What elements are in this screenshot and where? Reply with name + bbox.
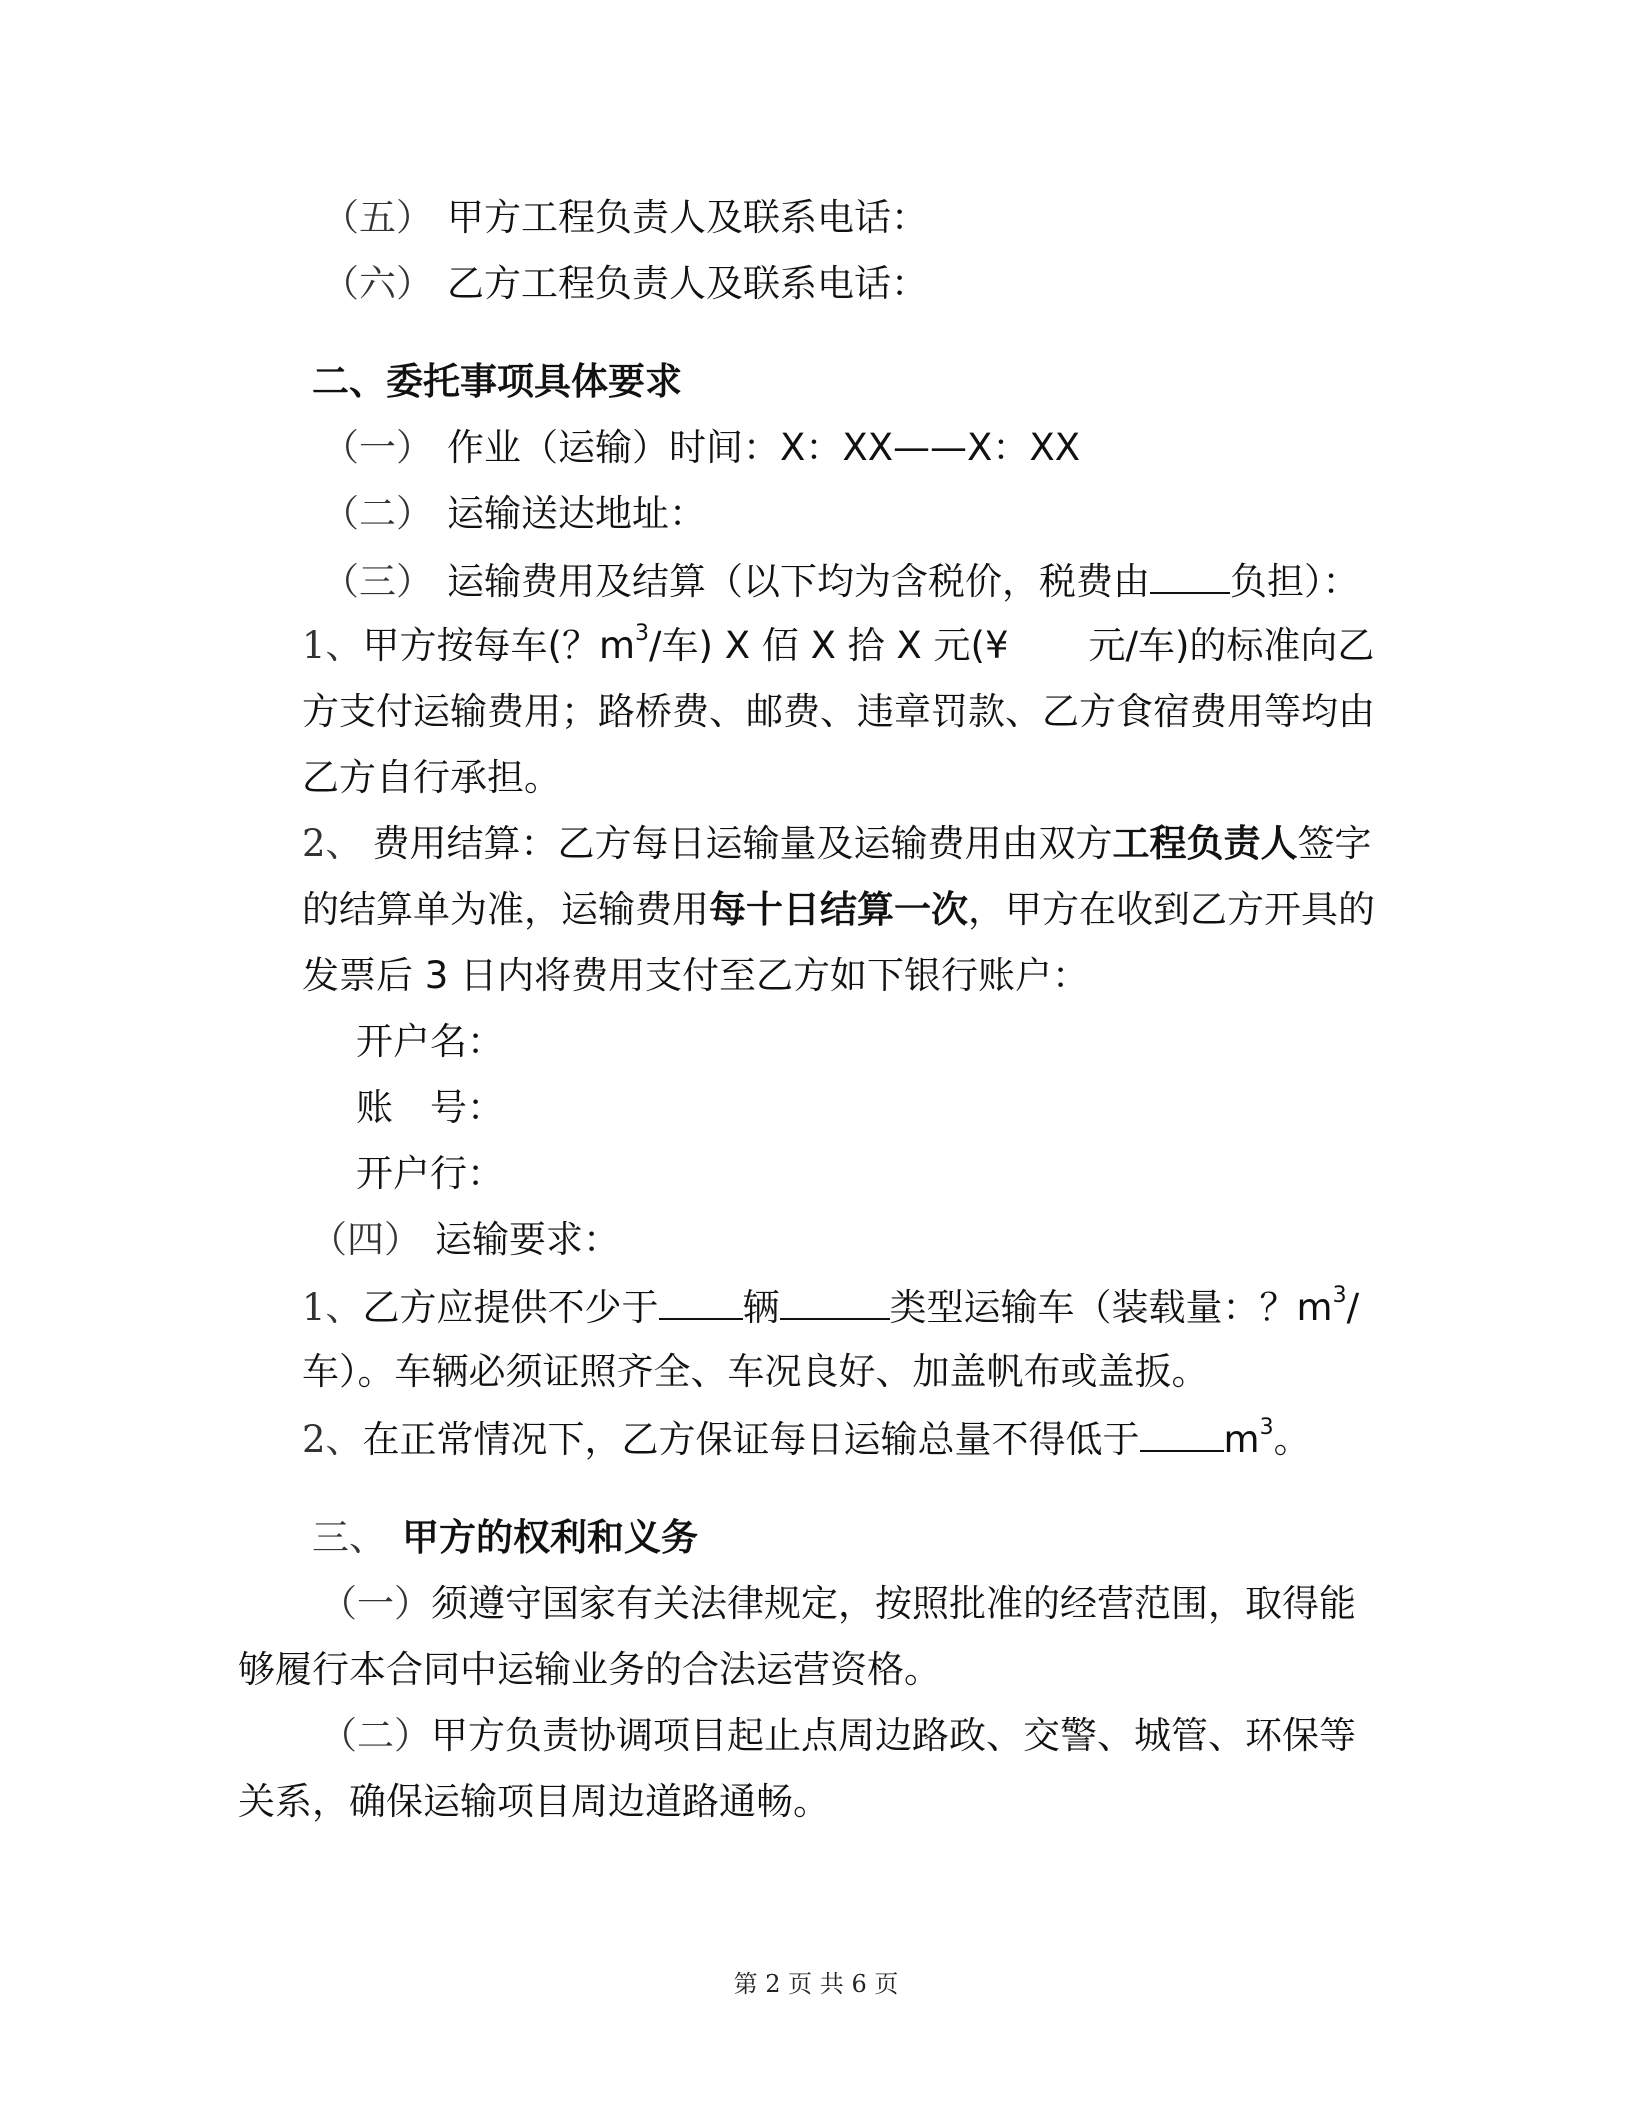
paragraph-2-line-1 [302,820,1372,868]
paragraph-2-tail: 签字 [1297,822,1372,865]
paragraph-1-text: 甲方按每车(？m [362,624,636,667]
vehicle-line-2: 车）。车辆必须证照齐全、车况良好、加盖帆布或盖扳。 [302,1350,1209,1393]
paragraph-1-line-1 [302,622,1374,670]
section-6-number: （六） [322,262,433,305]
vehicle-line-1 [302,1282,1359,1332]
superscript-3: 3 [1259,1415,1274,1440]
requirement-3 [322,556,1360,606]
duty-1-number: （一） [320,1582,431,1625]
bank-account-name: 开户名： [356,1020,504,1063]
volume-unit: m [1223,1418,1260,1461]
section-6 [322,260,928,308]
vehicle-type-text: 类型运输车（装载量：？m [889,1286,1333,1329]
vehicle-tail: / [1346,1286,1360,1329]
vehicle-type-blank [780,1282,890,1320]
volume-tail: 。 [1273,1418,1311,1461]
duty-2-line-2: 关系，确保运输项目周边道路通畅。 [238,1780,830,1823]
volume-line [302,1414,1311,1464]
requirement-4-number: （四） [310,1218,421,1261]
requirement-1 [322,424,1080,472]
heading-3-number: 三、 [312,1516,386,1559]
requirement-4-text: 运输要求： [435,1218,620,1261]
vehicle-text: 乙方应提供不少于 [362,1286,659,1329]
volume-blank [1140,1414,1224,1452]
requirement-4 [310,1216,620,1264]
requirement-2-number: （二） [322,492,433,535]
heading-2: 二、委托事项具体要求 [312,360,682,403]
superscript-3: 3 [635,621,650,646]
duty-1-line-1 [320,1580,1356,1628]
requirement-2 [322,490,706,538]
paragraph-1-tail: 元/车)的标准向乙 [1088,624,1375,667]
duty-1-line-2: 够履行本合同中运输业务的合法运营资格。 [238,1648,941,1691]
superscript-3: 3 [1332,1283,1347,1308]
paragraph-1-number: 1、 [302,624,363,667]
paragraph-2-line-2-tail: ，甲方在收到乙方开具的 [968,888,1375,931]
requirement-3-tail: 负担）： [1230,560,1360,603]
page-footer: 第 2 页 共 6 页 [733,1970,899,1998]
heading-3-text: 甲方的权利和义务 [402,1516,698,1559]
volume-number: 2、 [302,1418,363,1461]
duty-2-number: （二） [320,1714,431,1757]
paragraph-2-line-2 [302,886,1375,934]
section-5 [322,194,928,242]
requirement-3-number: （三） [322,560,433,603]
volume-text: 在正常情况下，乙方保证每日运输总量不得低于 [362,1418,1140,1461]
vehicle-unit: 辆 [742,1286,780,1329]
vehicle-count-blank [659,1282,743,1320]
paragraph-2-line-3: 发票后 3 日内将费用支付至乙方如下银行账户： [302,954,1090,997]
paragraph-2-line-2-text: 的结算单为准，运输费用 [302,888,709,931]
duty-2-line-1 [320,1712,1356,1760]
section-6-text: 乙方工程负责人及联系电话： [447,262,928,305]
section-5-text: 甲方工程负责人及联系电话： [447,196,928,239]
requirement-3-text: 运输费用及结算（以下均为含税价，税费由 [447,560,1150,603]
settlement-period: 每十日结算一次 [709,888,968,931]
requirement-2-text: 运输送达地址： [447,492,706,535]
requirement-1-number: （一） [322,426,433,469]
paragraph-1-price: /车) X 佰 X 拾 X 元(¥ [649,624,1009,667]
duty-1-text: 须遵守国家有关法律规定，按照批准的经营范围，取得能 [431,1582,1356,1625]
paragraph-2-number: 2、 [302,822,363,865]
bank-account-number: 账 号： [356,1086,504,1129]
section-5-number: （五） [322,196,433,239]
requirement-1-text: 作业（运输）时间：X：XX——X：XX [447,426,1081,469]
bank-branch: 开户行： [356,1152,504,1195]
paragraph-2-text: 费用结算：乙方每日运输量及运输费用由双方 [372,822,1113,865]
paragraph-1-line-2: 方支付运输费用；路桥费、邮费、违章罚款、乙方食宿费用等均由 [302,690,1375,733]
tax-bearer-blank [1150,556,1230,594]
duty-2-text: 甲方负责协调项目起止点周边路政、交警、城管、环保等 [431,1714,1356,1757]
paragraph-1-line-3: 乙方自行承担。 [302,756,561,799]
heading-3 [312,1514,698,1562]
vehicle-number: 1、 [302,1286,363,1329]
paragraph-2-bold: 工程负责人 [1112,822,1298,865]
